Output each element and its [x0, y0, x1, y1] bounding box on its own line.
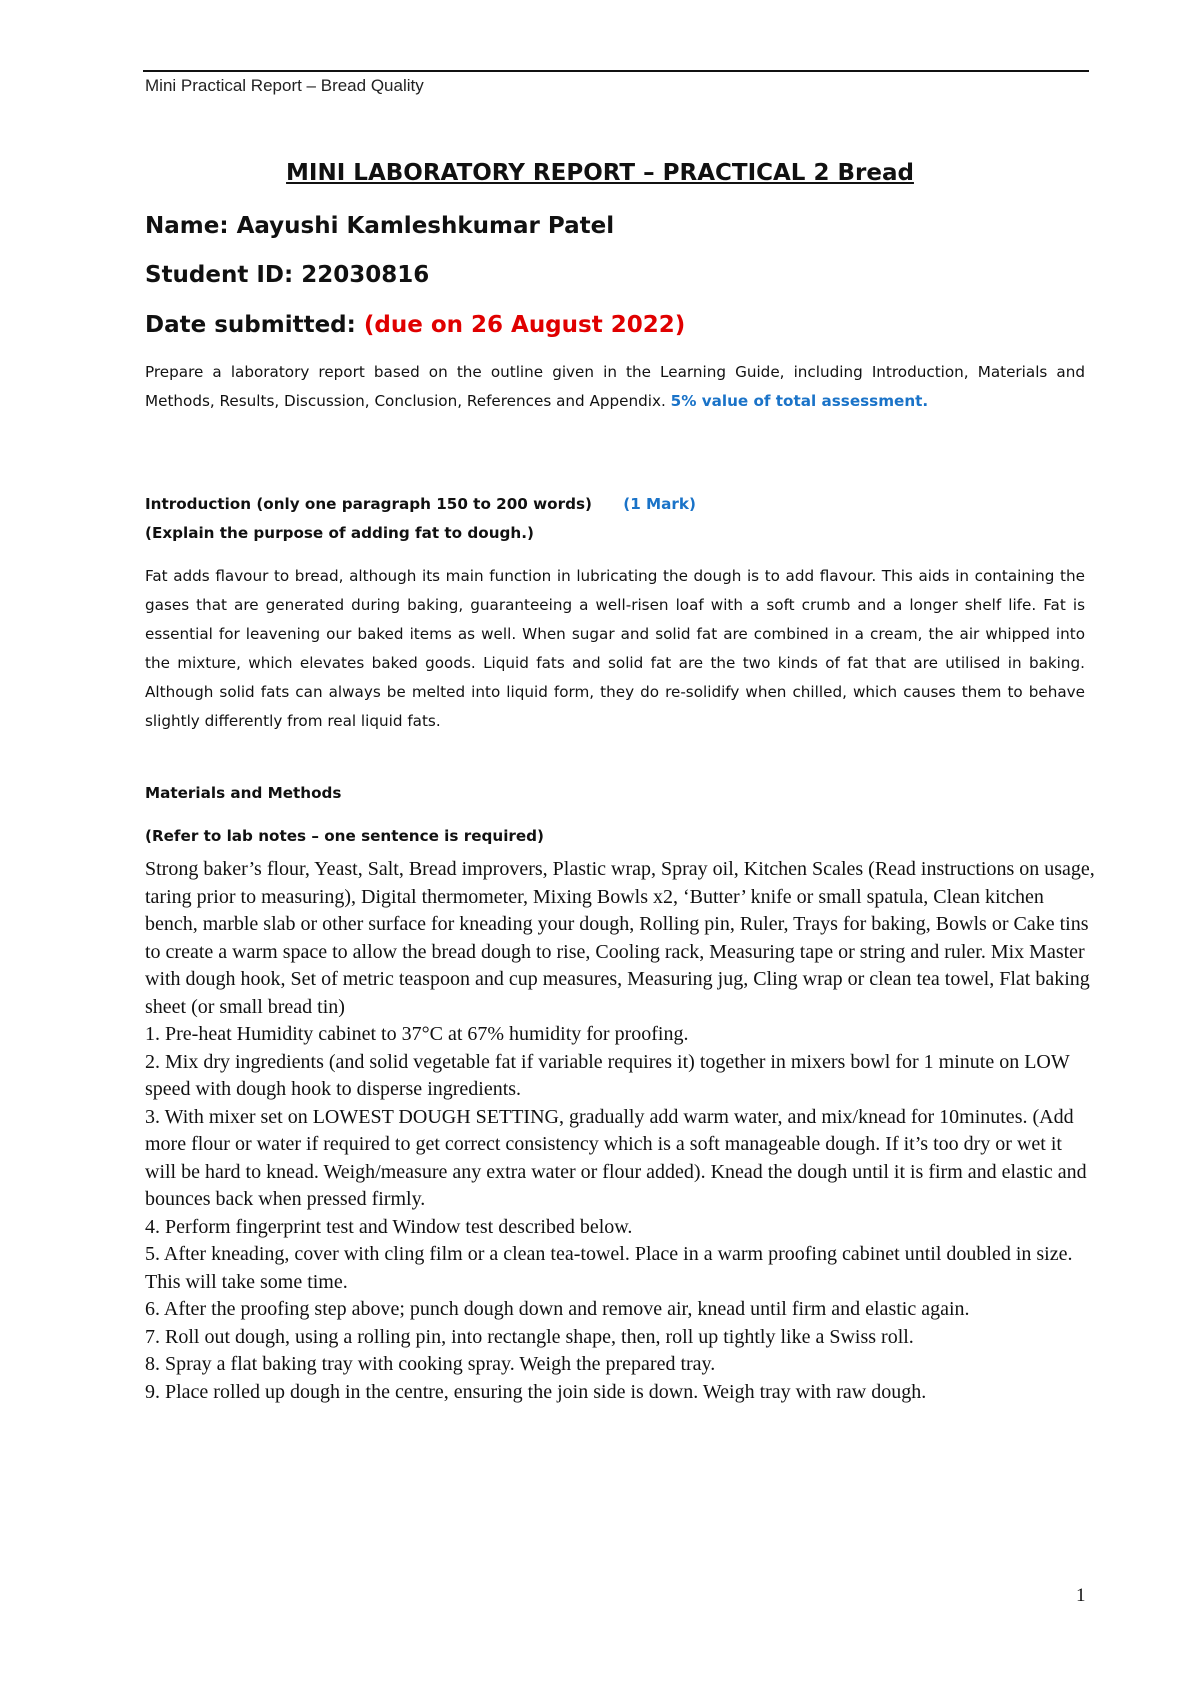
student-id-label: Student ID: — [145, 262, 294, 288]
date-submitted-value: (due on 26 August 2022) — [363, 312, 686, 338]
introduction-prompt: (Explain the purpose of adding fat to dough.) — [145, 524, 534, 542]
assessment-value-note: 5% value of total assessment. — [670, 392, 929, 410]
instructions-paragraph — [145, 358, 1085, 416]
header-divider — [143, 70, 1089, 72]
method-step: 8. Spray a flat baking tray with cooking spray. Weigh the prepared tray. — [145, 1353, 716, 1375]
name-label: Name: — [145, 213, 229, 239]
method-step: 1. Pre-heat Humidity cabinet to 37°C at 67% humidity for proofing. — [145, 1023, 689, 1045]
running-header: Mini Practical Report – Bread Quality — [145, 76, 424, 95]
date-submitted-line — [145, 312, 685, 338]
student-id-value: 22030816 — [301, 262, 430, 288]
date-submitted-label: Date submitted: — [145, 312, 356, 338]
method-step: 5. After kneading, cover with cling film or a clean tea-towel. Place in a warm proofing cabinet until doubled in size. This will take some time. — [145, 1243, 1073, 1293]
materials-list: Strong baker’s flour, Yeast, Salt, Bread improvers, Plastic wrap, Spray oil, Kitchen Scales (Read instructions on usage, taring prior to measuring), Digital thermometer, Mixing Bowls x2, ‘Butter’ knife or small spatula, Clean kitchen bench, marble slab or other surface for kneading your dough, Rolling pin, Ruler, Trays for baking, Bowls or Cake tins to create a warm space to allow the bread dough to rise, Cooling rack, Measuring tape or string and ruler. Mix Master with dough hook, Set of metric teaspoon and cup measures, Measuring jug, Cling wrap or clean tea towel, Flat baking sheet (or small bread tin) — [145, 858, 1095, 1018]
method-step: 6. After the proofing step above; punch dough down and remove air, knead until firm and elastic again. — [145, 1298, 970, 1320]
method-step: 2. Mix dry ingredients (and solid vegetable fat if variable requires it) together in mixers bowl for 1 minute on LOW speed with dough hook to disperse ingredients. — [145, 1050, 1070, 1100]
introduction-body: Fat adds flavour to bread, although its main function in lubricating the dough is to add flavour. This aids in containing the gases that are generated during baking, guaranteeing a well-risen loaf with a soft crumb and a longer shelf life. Fat is essential for leavening our baked items as well. When sugar and solid fat are combined in a cream, the air whipped into the mixture, which elevates baked goods. Liquid fats and solid fat are the two kinds of fat that are utilised in baking. Although solid fats can always be melted into liquid form, they do re-solidify when chilled, which causes them to behave slightly differently from real liquid fats. — [145, 567, 1085, 730]
name-line — [145, 213, 614, 239]
name-value: Aayushi Kamleshkumar Patel — [236, 213, 615, 239]
method-step: 9. Place rolled up dough in the centre, ensuring the join side is down. Weigh tray with raw dough. — [145, 1380, 927, 1403]
student-id-line — [145, 262, 429, 288]
instructions-text: Prepare a laboratory report based on the outline given in the Learning Guide, including Introduction, Materials and Methods, Results, Discussion, Conclusion, References and Appendix. — [145, 363, 1085, 410]
materials-methods-prompt: (Refer to lab notes – one sentence is required) — [145, 827, 544, 845]
method-step: 3. With mixer set on LOWEST DOUGH SETTING, gradually add warm water, and mix/knead for 10minutes. (Add more flour or water if required to get correct consistency which is a soft manageable dough. If it’s too dry or wet it will be hard to knead. Weigh/measure any extra water or flour added). Knead the dough until it is firm and elastic and bounces back when pressed firmly. — [145, 1105, 1087, 1210]
method-step: 4. Perform fingerprint test and Window test described below. — [145, 1215, 633, 1238]
introduction-heading: Introduction (only one paragraph 150 to 200 words) — [145, 495, 592, 513]
introduction-marks: (1 Mark) — [623, 495, 696, 513]
materials-methods-content — [145, 856, 1095, 1406]
report-title: MINI LABORATORY REPORT – PRACTICAL 2 Bread — [286, 160, 914, 186]
introduction-heading-line — [145, 490, 1085, 519]
page-number: 1 — [1076, 1585, 1086, 1606]
method-step: 7. Roll out dough, using a rolling pin, into rectangle shape, then, roll up tightly like a Swiss roll. — [145, 1325, 914, 1348]
materials-methods-heading: Materials and Methods — [145, 784, 342, 802]
